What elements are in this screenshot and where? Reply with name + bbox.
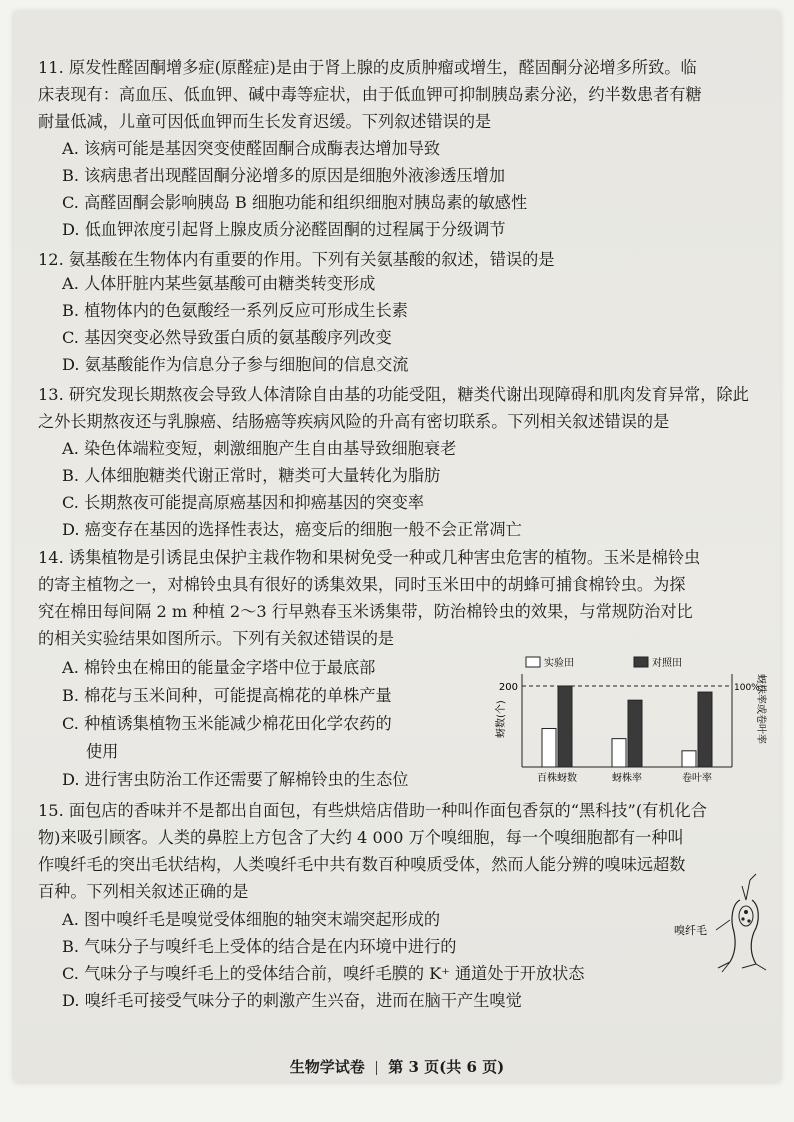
label-pointer-line	[716, 920, 730, 930]
q13-stem-line-2: 之外长期熬夜还与乳腺癌、结肠癌等疾病风险的升高有密切联系。下列相关叙述错误的是	[38, 412, 670, 431]
q13-option-a: A. 染色体端粒变短，刺激细胞产生自由基导致细胞衰老	[62, 439, 457, 458]
q11-option-a: A. 该病可能是基因突变使醛固酮合成酶表达增加导致	[62, 139, 441, 158]
q11-option-b: B. 该病患者出现醛固酮分泌增多的原因是细胞外液渗透压增加	[62, 166, 506, 185]
olfactory-cell-figure	[670, 872, 780, 977]
q11-stem-line-2: 床表现有：高血压、低血钾、碱中毒等症状，由于低血钾可抑制胰岛素分泌，约半数患者有糖	[38, 85, 702, 104]
q13-stem-line-1: 13. 研究发现长期熬夜会导致人体清除自由基的功能受阻，糖类代谢出现障碍和肌肉发育异常，除此	[38, 385, 749, 404]
q11-option-c: C. 高醛固酮会影响胰岛 B 细胞功能和组织细胞对胰岛素的敏感性	[62, 193, 528, 212]
q13-option-d: D. 癌变存在基因的选择性表达，癌变后的细胞一般不会正常凋亡	[62, 520, 522, 539]
olfactory-cell-body	[730, 900, 740, 962]
q13-option-c: C. 长期熬夜可能提高原癌基因和抑癌基因的突变率	[62, 493, 425, 512]
q14-stem-line-2: 的寄主植物之一，对棉铃虫具有很好的诱集效果，同时玉米田中的胡蜂可捕食棉铃虫。为探	[38, 575, 686, 594]
q14-option-c-continuation: 使用	[86, 742, 119, 761]
q15-stem-line-4: 百种。下列相关叙述正确的是	[38, 882, 249, 901]
y-tick-right: 100%	[734, 683, 760, 693]
q15-stem-line-1: 15. 面包店的香味并不是都出自面包，有些烘焙店借助一种叫作面包香氛的“黑科技”(有机化合	[38, 801, 707, 820]
bar-control-0	[558, 686, 572, 767]
x-tick-label-1: 蚜株率	[612, 773, 642, 784]
q15-stem-line-2: 物)来吸引顾客。人类的鼻腔上方包含了大约 4 000 万个嗅细胞，每一个嗅细胞都有一种叫	[38, 828, 684, 847]
bar-control-2	[698, 692, 712, 767]
bar-experiment-1	[612, 739, 626, 767]
q11-stem-line-1: 11. 原发性醛固酮增多症(原醛症)是由于肾上腺的皮质肿瘤或增生，醛固酮分泌增多所致。临	[38, 58, 697, 77]
q14-stem-line-4: 的相关实验结果如图所示。下列有关叙述错误的是	[38, 629, 395, 648]
y-axis-label-right: 蚜株率或卷叶率	[755, 674, 766, 744]
q14-bar-chart	[470, 652, 770, 792]
legend-swatch-control	[634, 657, 648, 667]
footer-subject: 生物学试卷	[289, 1058, 365, 1076]
q14-stem-line-3: 究在棉田每间隔 2 m 种植 2～3 行早熟春玉米诱集带，防治棉铃虫的效果，与常规防治对比	[38, 602, 693, 621]
q12-stem: 12. 氨基酸在生物体内有重要的作用。下列有关氨基酸的叙述，错误的是	[38, 250, 555, 269]
olfactory-cilia	[742, 874, 756, 900]
q15-option-b: B. 气味分子与嗅纤毛上受体的结合是在内环境中进行的	[62, 937, 457, 956]
olfactory-cilia-label: 嗅纤毛	[674, 924, 707, 937]
q14-stem-line-1: 14. 诱集植物是引诱昆虫保护主栽作物和果树免受一种或几种害虫危害的植物。玉米是棉铃虫	[38, 548, 701, 567]
q15-option-c: C. 气味分子与嗅纤毛上的受体结合前，嗅纤毛膜的 K⁺ 通道处于开放状态	[62, 964, 585, 983]
footer-separator	[376, 1061, 377, 1075]
q12-option-c: C. 基因突变必然导致蛋白质的氨基酸序列改变	[62, 328, 392, 347]
q12-option-b: B. 植物体内的色氨酸经一系列反应可形成生长素	[62, 301, 408, 320]
q14-option-a: A. 棉铃虫在棉田的能量金字塔中位于最底部	[62, 658, 376, 677]
q13-option-b: B. 人体细胞糖类代谢正常时，糖类可大量转化为脂肪	[62, 466, 441, 485]
q15-option-a: A. 图中嗅纤毛是嗅觉受体细胞的轴突末端突起形成的	[62, 910, 441, 929]
q12-option-a: A. 人体肝脏内某些氨基酸可由糖类转变形成	[62, 274, 376, 293]
y-tick-left: 200	[498, 682, 518, 693]
axon-branches	[718, 962, 766, 972]
legend-swatch-experiment	[526, 657, 540, 667]
x-tick-label-0: 百株蚜数	[537, 773, 577, 784]
q14-option-d: D. 进行害虫防治工作还需要了解棉铃虫的生态位	[62, 770, 409, 789]
bar-control-1	[628, 700, 642, 767]
y-axis-label-left: 蚜数(个)	[496, 700, 507, 738]
q15-option-d: D. 嗅纤毛可接受气味分子的刺激产生兴奋，进而在脑干产生嗅觉	[62, 991, 522, 1010]
q14-option-b: B. 棉花与玉米间种，可能提高棉花的单株产量	[62, 686, 392, 705]
q11-option-d: D. 低血钾浓度引起肾上腺皮质分泌醛固酮的过程属于分级调节	[62, 220, 506, 239]
legend-label-experiment: 实验田	[544, 658, 574, 669]
q14-option-c: C. 种植诱集植物玉米能减少棉花田化学农药的	[62, 714, 392, 733]
q12-option-d: D. 氨基酸能作为信息分子参与细胞间的信息交流	[62, 355, 409, 374]
q11-stem-line-3: 耐量低减，儿童可因低血钾而生长发育迟缓。下列叙述错误的是	[38, 112, 492, 131]
legend-label-control: 对照田	[652, 658, 682, 669]
x-tick-label-2: 卷叶率	[682, 773, 712, 784]
q15-stem-line-3: 作嗅纤毛的突出毛状结构，人类嗅纤毛中共有数百种嗅质受体，然而人能分辨的嗅味远超数	[38, 855, 686, 874]
bar-experiment-2	[682, 751, 696, 767]
footer-page-number: 第 3 页(共 6 页)	[388, 1058, 505, 1076]
page-footer	[0, 1056, 794, 1077]
bar-experiment-0	[542, 729, 556, 767]
cell-nucleus	[739, 906, 753, 926]
